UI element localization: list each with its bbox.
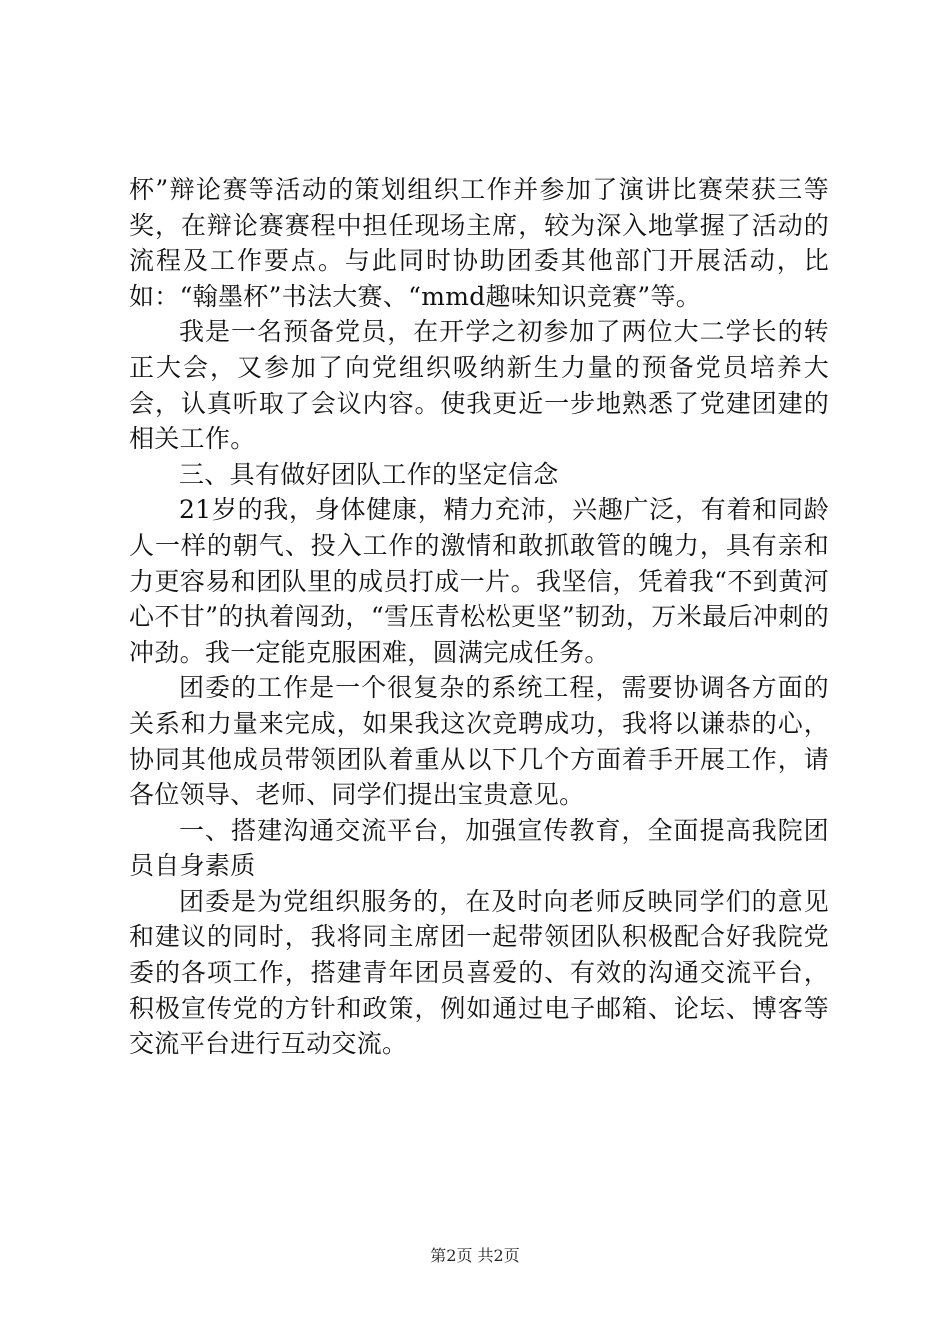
paragraph-personal-qualities: 21岁的我，身体健康，精力充沛，兴趣广泛，有着和同龄人一样的朝气、投入工作的激情和敢抓敢管的魄力，具有亲和力更容易和团队里的成员打成一片。我坚信，凭着我“不到黄河心不甘”的执着闯劲，“雪压青松松更坚”韧劲，万米最后冲刺的冲劲。我一定能克服困难，圆满完成任务。 <box>129 495 829 667</box>
paragraph-activities: 杯”辩论赛等活动的策划组织工作并参加了演讲比赛荣获三等奖，在辩论赛赛程中担任现场主席，较为深入地掌握了活动的流程及工作要点。与此同时协助团委其他部门开展活动，比如：“翰墨杯”书法大赛、“mmd趣味知识竞赛”等。 <box>129 175 829 311</box>
page-number-footer: 第2页 共2页 <box>430 1246 520 1265</box>
paragraph-communication-platform: 团委是为党组织服务的，在及时向老师反映同学们的意见和建议的同时，我将同主席团一起带领团队积极配合好我院党委的各项工作，搭建青年团员喜爱的、有效的沟通交流平台，积极宣传党的方针和政策，例如通过电子邮箱、论坛、博客等交流平台进行互动交流。 <box>129 886 829 1059</box>
paragraph-work-plan: 团委的工作是一个很复杂的系统工程，需要协调各方面的关系和力量来完成，如果我这次竞聘成功，我将以谦恭的心，协同其他成员带领团队着重从以下几个方面着手开展工作，请各位领导、老师、同学们提出宝贵意见。 <box>129 673 829 810</box>
paragraph-party-member: 我是一名预备党员，在开学之初参加了两位大二学长的转正大会，又参加了向党组织吸纳新生力量的预备党员培养大会，认真听取了会议内容。使我更近一步地熟悉了党建团建的相关工作。 <box>129 317 829 454</box>
section-heading-1: 一、搭建沟通交流平台，加强宣传教育，全面提高我院团员自身素质 <box>129 815 829 881</box>
document-body <box>129 172 829 1062</box>
section-heading-3: 三、具有做好团队工作的坚定信念 <box>179 459 559 489</box>
